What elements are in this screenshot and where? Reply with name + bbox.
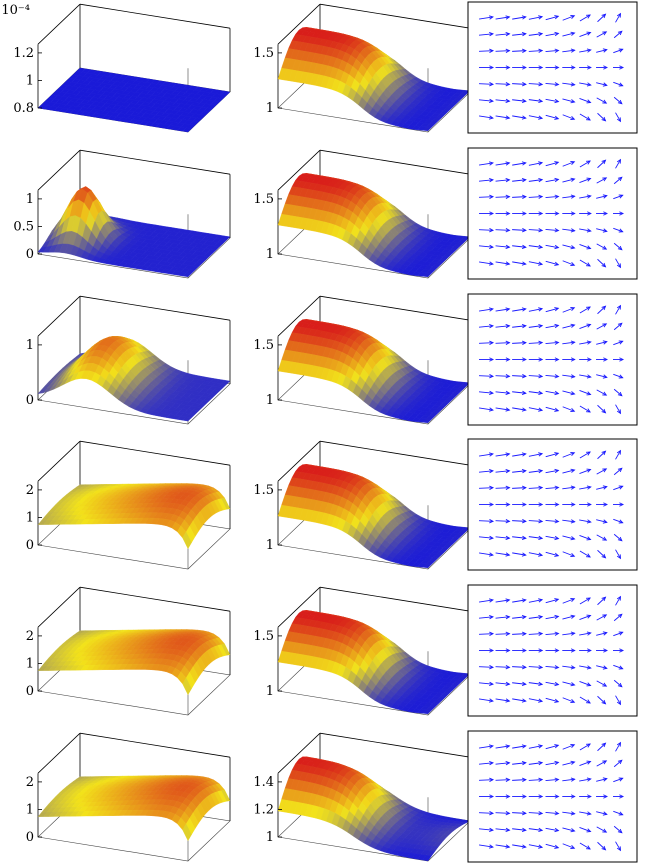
z-tick-label: 1 [265,538,274,553]
surface-panel-7 [253,296,470,424]
z-tick-label: 1 [25,802,34,818]
z-tick-label: 1 [265,393,274,408]
z-tick-label: 1.5 [253,337,274,353]
surface-panel-9 [26,441,230,569]
z-tick-label: 2 [25,482,34,498]
z-tick-label: 1 [25,191,34,207]
quiver-panel-5 [468,148,637,279]
z-tick-label: 0.8 [13,101,34,116]
z-tick-label: 1 [25,337,34,353]
side-edge [38,296,80,336]
surface-panel-6 [26,296,230,424]
surface-panel-0 [1,3,230,132]
back-edge [320,4,470,28]
quiver-panel-8 [468,294,637,425]
back-edge [320,733,470,757]
side-edge [38,587,80,627]
side-edge [38,441,80,481]
z-tick-label: 1 [25,73,34,89]
surface-panel-13 [253,587,470,715]
z-tick-label: 1.2 [253,802,274,818]
z-tick-label: 0.5 [13,219,34,235]
back-edge [80,4,230,28]
z-tick-label: 1 [25,510,34,526]
z-exponent-label: 10⁻⁴ [1,3,30,18]
z-tick-label: 0 [25,830,34,845]
z-tick-label: 1.4 [253,774,274,790]
z-tick-label: 2 [25,628,34,644]
back-edge [80,296,230,320]
z-tick-label: 1 [265,830,274,845]
z-tick-label: 1 [265,101,274,116]
z-tick-label: 1 [265,684,274,699]
z-tick-label: 0 [25,684,34,699]
z-tick-label: 1 [265,247,274,262]
z-tick-label: 1 [25,656,34,672]
quiver-panel-17 [468,731,637,862]
back-edge [80,441,230,465]
quiver-panel-2 [468,2,637,133]
surface-panel-10 [253,441,470,569]
z-tick-label: 1.2 [13,45,34,61]
surface-panel-1 [253,4,470,132]
z-tick-label: 2 [25,774,34,790]
z-tick-label: 1.5 [253,191,274,207]
z-tick-label: 1.5 [253,482,274,498]
surface-panel-12 [26,587,230,715]
back-edge [80,587,230,611]
z-tick-label: 0 [25,538,34,553]
back-edge [80,150,230,174]
back-edge [320,296,470,320]
back-edge [80,733,230,757]
z-tick-label: 0 [25,393,34,408]
back-edge [320,441,470,465]
back-edge [320,587,470,611]
z-tick-label: 0 [25,247,34,262]
z-tick-label: 1.5 [253,45,274,61]
surface-panel-15 [26,733,230,861]
quiver-panel-11 [468,439,637,570]
quiver-panel-14 [468,585,637,716]
surface-panel-16 [253,733,470,861]
side-edge [38,150,80,190]
surface-panel-3 [13,150,230,278]
side-edge [38,733,80,773]
side-edge [38,4,80,44]
surface-panel-4 [253,150,470,278]
z-tick-label: 1.5 [253,628,274,644]
back-edge [320,150,470,174]
